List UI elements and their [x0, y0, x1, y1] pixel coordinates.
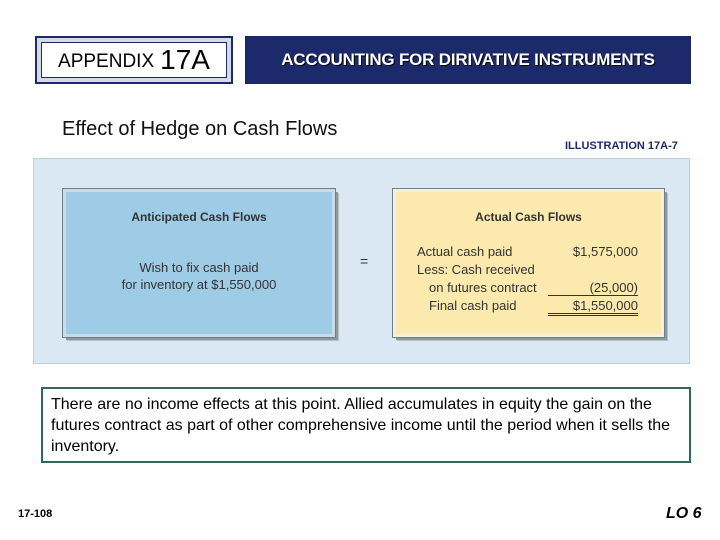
appendix-number: 17A: [160, 44, 210, 75]
equals-sign: =: [360, 253, 369, 269]
appendix-label-box: [35, 36, 233, 84]
page-title: ACCOUNTING FOR DIRIVATIVE INSTRUMENTS: [281, 50, 655, 69]
note-box: There are no income effects at this point. Allied accumulates in equity the gain on the futures contract as part of other comprehensive income until the period when it sells the inventory.: [41, 387, 691, 463]
anticipated-line-1: Wish to fix cash paid: [139, 260, 259, 275]
row-label-actual-cash-paid: Actual cash paid: [417, 244, 513, 259]
anticipated-line-2: for inventory at $1,550,000: [121, 277, 277, 292]
slide-number: 17-108: [18, 508, 53, 520]
row-label-futures-contract: on futures contract: [429, 280, 537, 295]
anticipated-cash-flows-card: [63, 189, 335, 337]
section-subtitle: Effect of Hedge on Cash Flows: [62, 118, 338, 140]
illustration-label: ILLUSTRATION 17A-7: [565, 140, 678, 152]
row-value-futures-contract: (25,000): [548, 280, 638, 296]
actual-heading: Actual Cash Flows: [475, 210, 582, 224]
anticipated-heading: Anticipated Cash Flows: [131, 210, 267, 224]
row-label-final-cash-paid: Final cash paid: [429, 298, 517, 313]
row-label-less-cash-received: Less: Cash received: [417, 262, 535, 277]
row-value-actual-cash-paid: $1,575,000: [572, 244, 638, 259]
learning-objective: LO 6: [666, 505, 702, 522]
actual-cash-flows-card: [393, 189, 664, 337]
row-value-final-cash-paid: $1,550,000: [548, 298, 638, 316]
title-banner: [245, 36, 691, 84]
appendix-word: APPENDIX: [58, 51, 155, 72]
